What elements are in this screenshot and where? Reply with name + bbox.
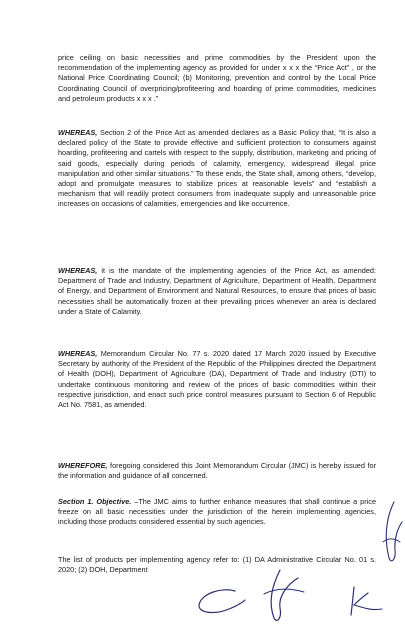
paragraph-text: price ceiling on basic necessities and prime commodities by the President upon the recommendation of the implementing agency as provided for under x x x the “Price Act” , or the National Price Coordinating Council; (b) Monitoring, prevention and control by the Local Price Coordinating Council of overpricing/profiteering and hoarding of prime commodities, medicines and petroleum products x x x .” [58, 53, 376, 103]
paragraph-whereas-section-2 [58, 128, 376, 210]
section-1-objective [58, 497, 376, 528]
signature-initial-center [258, 566, 308, 626]
paragraph-text: Section 2 of the Price Act as amended declares as a Basic Policy that, “It is also a declared policy of the State to provide effective and sufficient protection to consumers against hoarding, profiteering and cartels with respect to the supply, distribution, marketing and pricing of said goods, especially during periods of calamity, emergency, widespread illegal price manipulation and other similar situations.” To these ends, the State shall, among others, “develop, adopt and promulgate measures to stabilize prices at reasonable levels” and “establish a mechanism that will readily protect consumers from inadequate supply and unreasonable price increases on occasions of calamities, emergencies and like occurrence. [58, 128, 376, 209]
signature-initial-right-margin [380, 498, 405, 568]
paragraph-wherefore [58, 461, 376, 481]
section-heading: Section 1. Objective. [58, 497, 132, 506]
signature-initial-right [346, 585, 386, 617]
paragraph-whereas-memorandum [58, 349, 376, 410]
paragraph-lead: WHEREAS, [58, 266, 98, 275]
paragraph-text: –The JMC aims to further enhance measures that shall continue a price freeze on all basic necessities under the jurisdiction of the herein implementing agencies, including those products considered essential by such agencies. [58, 497, 376, 527]
paragraph-whereas-mandate [58, 266, 376, 317]
paragraph-lead: WHEREFORE, [58, 461, 108, 470]
paragraph-product-list [58, 555, 376, 575]
paragraph-lead: WHEREAS, [58, 128, 98, 137]
paragraph-price-act-excerpt [58, 53, 376, 104]
paragraph-text: The list of products per implementing agency refer to: (1) DA Administrative Circular No. 01 s. 2020; (2) DOH, Department [58, 555, 376, 575]
paragraph-lead: WHEREAS, [58, 349, 98, 358]
paragraph-text: Memorandum Circular No. 77 s. 2020 dated 17 March 2020 issued by Executive Secretary by authority of the President of the Republic of the Philippines directed the Department of Health (DOH), Department of Agriculture (DA), Department of Trade and Industry (DTI) to undertake continuous monitoring and review of the prices of basic commodities within their respective jurisdiction, and enact such price control measures pursuant to Section 6 of Republic Act No. 7581, as amended. [58, 349, 376, 410]
paragraph-text: it is the mandate of the implementing agencies of the Price Act, as amended: Department of Trade and Industry, Department of Agriculture, Department of Health, Department of Energy, and Department of Environment and Natural Resources, to ensure that prices of basic necessities shall be automatically frozen at their prevailing prices whenever an area is declared under a State of Calamity. [58, 266, 376, 316]
paragraph-text: foregoing considered this Joint Memorandum Circular (JMC) is hereby issued for the information and guidance of all concerned. [58, 461, 376, 481]
signature-initial-left [193, 585, 248, 617]
